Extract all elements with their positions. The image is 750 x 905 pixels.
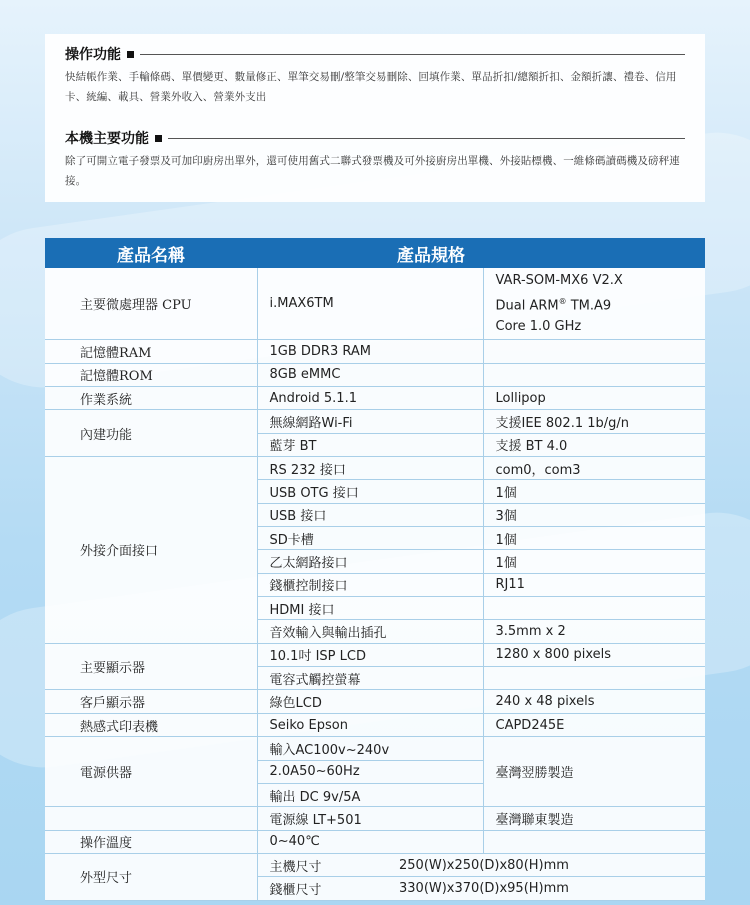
printer-name: 熱感式印表機 <box>45 713 257 736</box>
cpu-name: 主要微處理器 CPU <box>45 268 257 340</box>
table-row <box>45 713 705 736</box>
power-spec: 輸入AC100v~240v <box>257 737 483 760</box>
operations-title: 操作功能 <box>65 47 121 63</box>
cpu-model: i.MAX6TM <box>257 268 483 340</box>
builtin-name: 內建功能 <box>45 410 257 457</box>
interface-detail <box>483 597 705 620</box>
interface-detail: 1個 <box>483 480 705 503</box>
interface-spec: 音效輸入與輸出插孔 <box>257 620 483 643</box>
customer-display-detail: 240 x 48 pixels <box>483 690 705 713</box>
rom-name: 記憶體ROM <box>45 363 257 386</box>
power-cord-detail: 臺灣聯東製造 <box>483 807 705 830</box>
cpu-detail-line1: VAR-SOM-MX6 V2.X <box>495 273 623 288</box>
interface-spec: RS 232 接口 <box>257 457 483 480</box>
operations-section <box>65 42 685 107</box>
power-cord-spec: 電源線 LT+501 <box>257 807 483 830</box>
interface-detail: 1個 <box>483 527 705 550</box>
interface-spec: 錢櫃控制接口 <box>257 573 483 596</box>
table-row <box>45 830 705 853</box>
table-row <box>45 643 705 666</box>
ram-name: 記憶體RAM <box>45 340 257 363</box>
header-product-spec: 產品規格 <box>257 238 705 268</box>
os-detail: Lollipop <box>483 387 705 410</box>
divider <box>168 138 685 139</box>
interface-spec: 乙太網路接口 <box>257 550 483 573</box>
cpu-detail-line2: Dual ARM® TM.A9 <box>495 297 612 314</box>
square-bullet-icon <box>155 135 162 142</box>
customer-display-spec: 綠色LCD <box>257 690 483 713</box>
table-row <box>45 387 705 410</box>
table-row <box>45 268 705 340</box>
operations-body: 快結帳作業、手輸條碼、單價變更、數量修正、單筆交易刪/整筆交易刪除、回填作業、單品折扣/總額折扣、金額折讓、禮卷、信用卡、統編、載具、營業外收入、營業外支出 <box>65 71 677 103</box>
ram-spec: 1GB DDR3 RAM <box>257 340 483 363</box>
customer-display-name: 客戶顯示器 <box>45 690 257 713</box>
interface-spec: HDMI 接口 <box>257 597 483 620</box>
cpu-detail-line3: Core 1.0 GHz <box>495 319 582 335</box>
temperature-name: 操作溫度 <box>45 830 257 853</box>
table-row <box>45 853 705 876</box>
interface-spec: SD卡槽 <box>257 527 483 550</box>
power-detail: 臺灣翌勝製造 <box>483 737 705 807</box>
table-row <box>45 690 705 713</box>
power-spec: 輸出 DC 9v/5A <box>257 783 483 806</box>
os-spec: Android 5.1.1 <box>257 387 483 410</box>
info-card <box>45 34 705 202</box>
interfaces-name: 外接介面接口 <box>45 457 257 644</box>
table-header-row <box>45 238 705 268</box>
os-name: 作業系統 <box>45 387 257 410</box>
square-bullet-icon <box>127 51 134 58</box>
divider <box>140 54 685 55</box>
dimension-label: 錢櫃尺寸 <box>257 877 397 900</box>
display-name: 主要顯示器 <box>45 643 257 690</box>
rom-spec: 8GB eMMC <box>257 363 483 386</box>
printer-detail: CAPD245E <box>483 713 705 736</box>
display-spec: 10.1吋 ISP LCD <box>257 643 483 666</box>
display-detail: 1280 x 800 pixels <box>483 643 705 666</box>
header-product-name: 產品名稱 <box>45 238 257 268</box>
spec-table <box>45 238 705 901</box>
interface-detail: com0，com3 <box>483 457 705 480</box>
table-row <box>45 340 705 363</box>
power-cord-name <box>45 807 257 830</box>
printer-spec: Seiko Epson <box>257 713 483 736</box>
table-row <box>45 410 705 433</box>
table-row <box>45 457 705 480</box>
table-row <box>45 363 705 386</box>
dimension-value: 250(W)x250(D)x80(H)mm <box>397 853 705 876</box>
display-spec: 電容式觸控螢幕 <box>257 667 483 690</box>
features-title: 本機主要功能 <box>65 131 149 147</box>
display-detail <box>483 667 705 690</box>
features-section <box>65 126 685 191</box>
builtin-spec: 藍芽 BT <box>257 433 483 456</box>
builtin-detail: 支援 BT 4.0 <box>483 433 705 456</box>
dimension-label: 主機尺寸 <box>257 853 397 876</box>
power-name: 電源供器 <box>45 737 257 807</box>
builtin-spec: 無線網路Wi-Fi <box>257 410 483 433</box>
interface-detail: 1個 <box>483 550 705 573</box>
interface-spec: USB OTG 接口 <box>257 480 483 503</box>
interface-spec: USB 接口 <box>257 503 483 526</box>
table-row <box>45 807 705 830</box>
dimension-value: 330(W)x370(D)x95(H)mm <box>397 877 705 900</box>
interface-detail: RJ11 <box>483 573 705 596</box>
temperature-spec: 0~40℃ <box>257 830 483 853</box>
interface-detail: 3個 <box>483 503 705 526</box>
features-body: 除了可開立電子發票及可加印廚房出單外，還可使用舊式二聯式發票機及可外接廚房出單機、外接貼標機、一維條碼讀碼機及磅秤連接。 <box>65 155 680 187</box>
interface-detail: 3.5mm x 2 <box>483 620 705 643</box>
table-row <box>45 737 705 760</box>
builtin-detail: 支援IEE 802.1 1b/g/n <box>483 410 705 433</box>
dimensions-name: 外型尺寸 <box>45 853 257 900</box>
power-spec: 2.0A50~60Hz <box>257 760 483 783</box>
cpu-detail <box>483 268 705 340</box>
